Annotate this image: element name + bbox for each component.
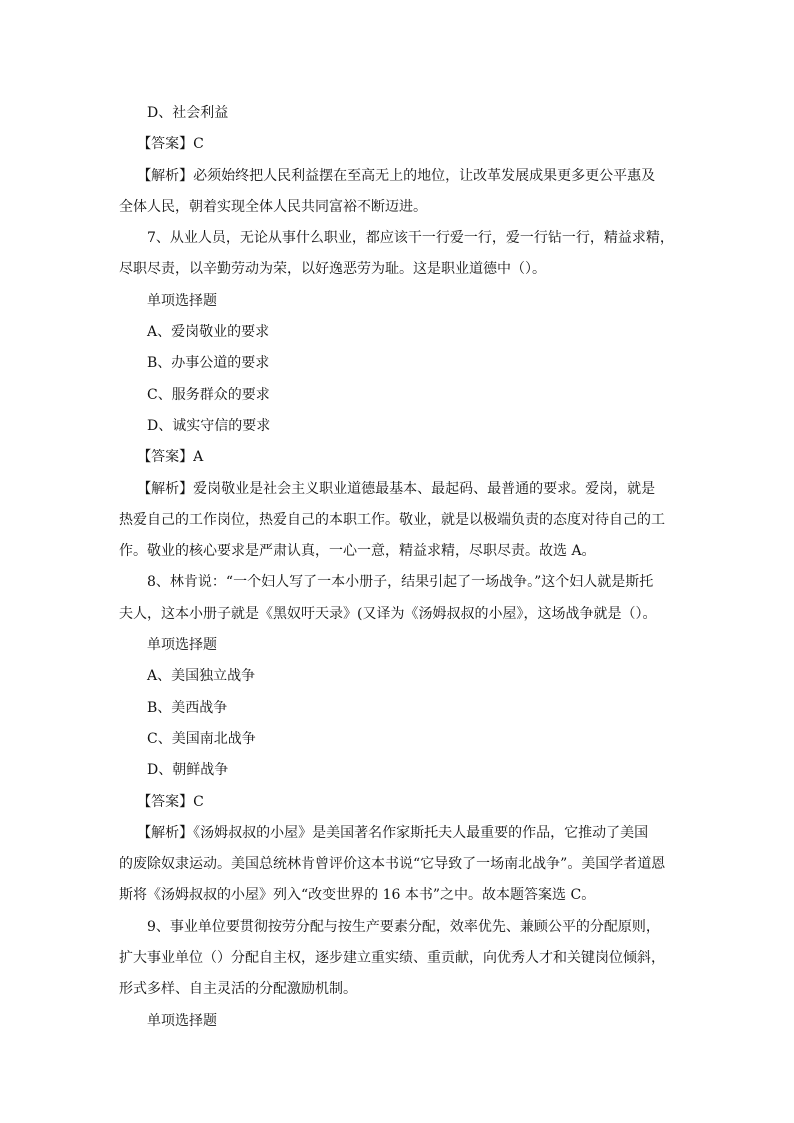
option-d: D、诚实守信的要求 (147, 417, 271, 434)
option-c: C、美国南北战争 (147, 730, 256, 747)
question-9-line: 形式多样、自主灵活的分配激励机制。 (119, 981, 357, 998)
question-8-line: 8、林肯说：“一个妇人写了一本小册子，结果引起了一场战争。”这个妇人就是斯托 (147, 574, 654, 591)
explanation-line: 【解析】《汤姆叔叔的小屋》是美国著名作家斯托夫人最重要的作品，它推动了美国 (137, 824, 649, 841)
option-a: A、美国独立战争 (147, 668, 256, 685)
explanation-line: 斯将《汤姆叔叔的小屋》列入“改变世界的 16 本书”之中。故本题答案选 C。 (119, 887, 596, 904)
document-body (119, 98, 679, 1037)
answer-label: 【答案】C (137, 136, 204, 153)
question-9-line: 9、事业单位要贯彻按劳分配与按生产要素分配，效率优先、兼顾公平的分配原则， (147, 918, 660, 935)
answer-label: 【答案】A (137, 449, 204, 466)
explanation-line: 热爱自己的工作岗位，热爱自己的本职工作。敬业，就是以极端负责的态度对待自己的工 (119, 511, 665, 528)
explanation-line: 【解析】爱岗敬业是社会主义职业道德最基本、最起码、最普通的要求。爱岗，就是 (137, 480, 656, 497)
question-type: 单项选择题 (147, 292, 217, 309)
explanation-line: 的废除奴隶运动。美国总统林肯曾评价这本书说“它导致了一场南北战争”。美国学者道恩 (119, 856, 666, 873)
option-a: A、爱岗敬业的要求 (147, 324, 270, 341)
question-type: 单项选择题 (147, 637, 217, 654)
answer-label: 【答案】C (137, 793, 204, 810)
option-d: D、社会利益 (147, 105, 229, 121)
option-b: B、美西战争 (147, 699, 228, 716)
option-b: B、办事公道的要求 (147, 355, 270, 372)
question-type: 单项选择题 (147, 1012, 217, 1029)
explanation-line: 作。敬业的核心要求是严肃认真，一心一意，精益求精，尽职尽责。故选 A。 (119, 543, 596, 560)
question-7-line: 7、从业人员，无论从事什么职业，都应该干一行爱一行，爱一行钻一行，精益求精， (147, 230, 674, 247)
option-c: C、服务群众的要求 (147, 386, 270, 403)
option-d: D、朝鲜战争 (147, 762, 229, 779)
explanation-line: 【解析】必须始终把人民利益摆在至高无上的地位，让改革发展成果更多更公平惠及 (137, 167, 656, 184)
question-8-line: 夫人，这本小册子就是《黑奴吁天录》(又译为《汤姆叔叔的小屋》，这场战争就是（）。 (119, 605, 657, 622)
question-7-line: 尽职尽责，以辛勤劳动为荣，以好逸恶劳为耻。这是职业道德中（）。 (119, 261, 546, 278)
question-9-line: 扩大事业单位（）分配自主权，逐步建立重实绩、重贡献，向优秀人才和关键岗位倾斜， (119, 950, 665, 967)
explanation-line: 全体人民，朝着实现全体人民共同富裕不断迈进。 (119, 198, 427, 215)
